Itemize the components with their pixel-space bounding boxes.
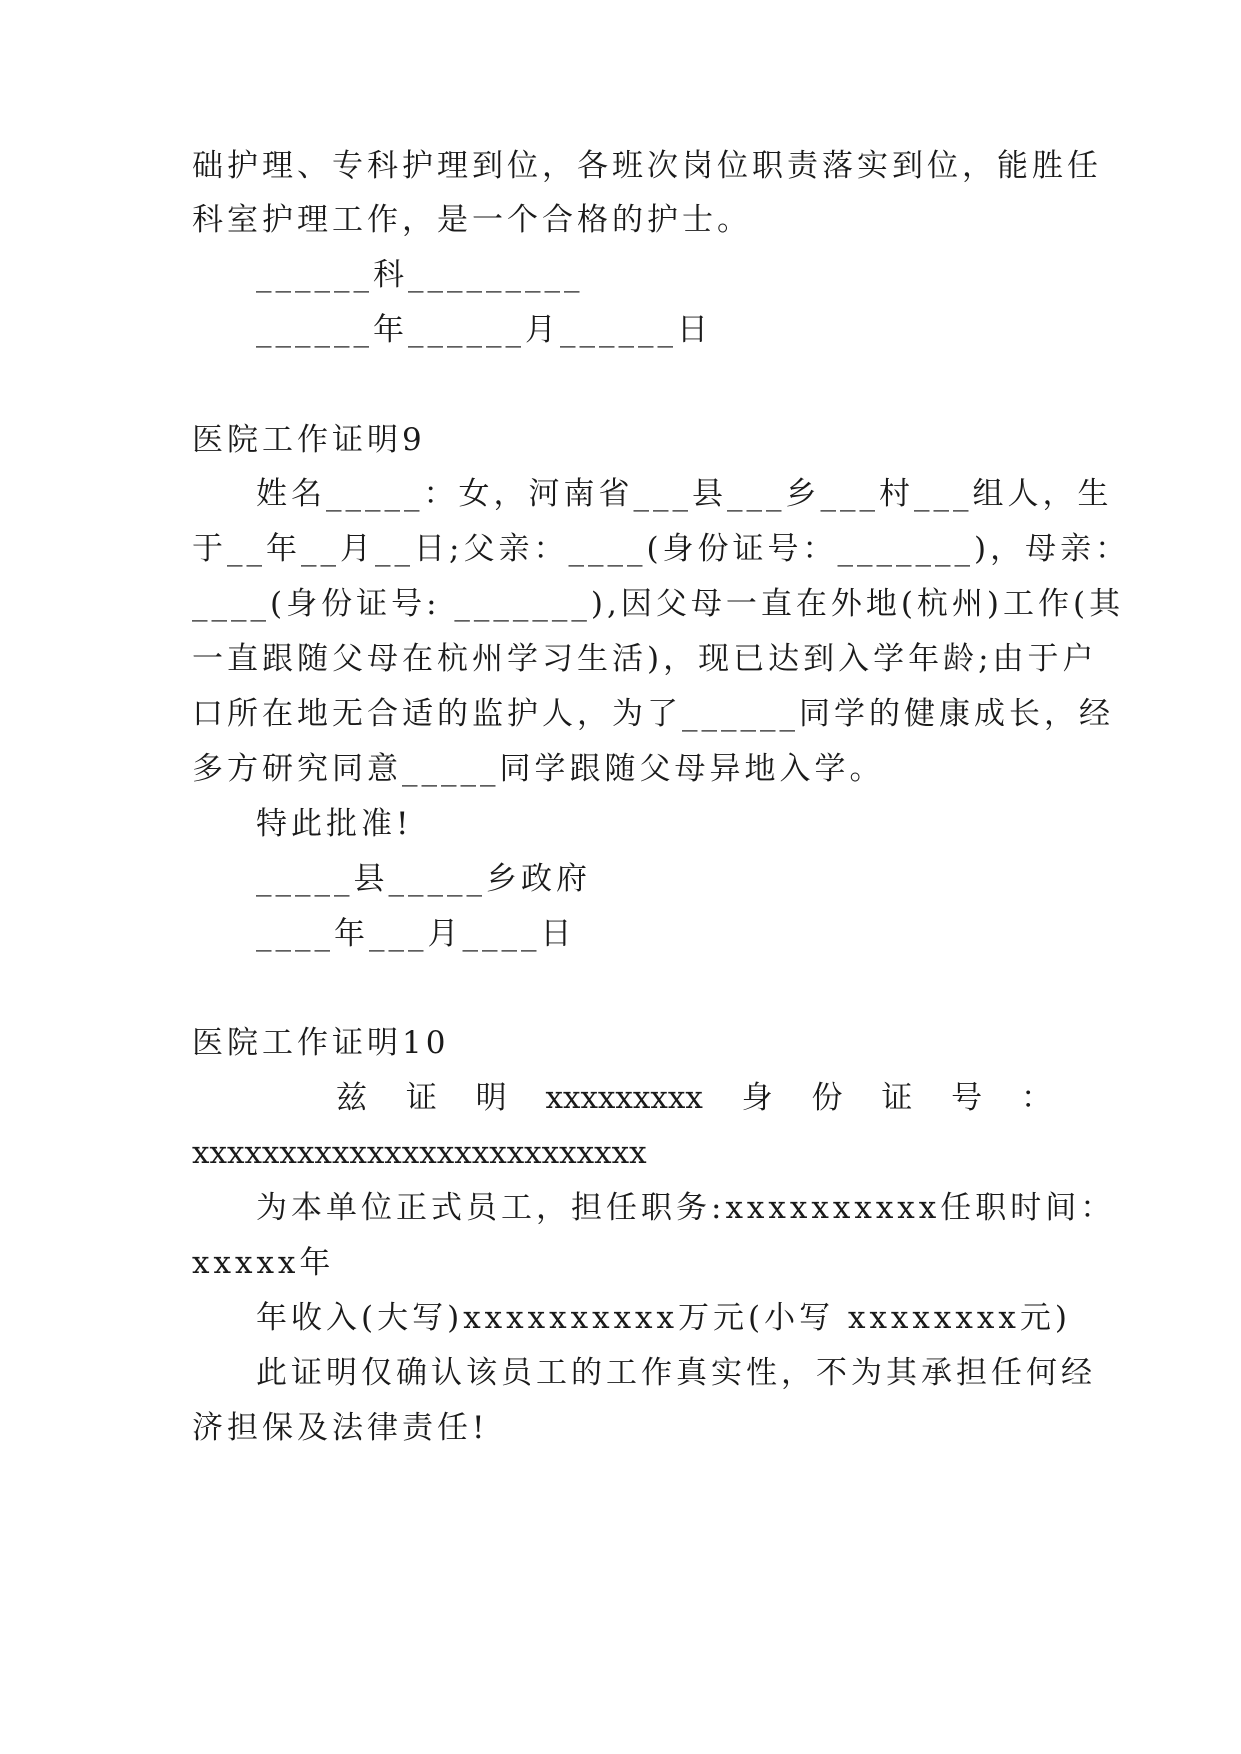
cert9-date: ____年___月____日 (256, 916, 576, 952)
cert8-department-line: ______科_________ (256, 257, 584, 293)
cert9-body-line-3: ____(身份证号: _______),因父母一直在外地(杭州)工作(其 (192, 586, 1125, 622)
cert10-certify-line (336, 1078, 1052, 1118)
cert10-disclaimer-line-1: 此证明仅确认该员工的工作真实性，不为其承担任何经 (256, 1355, 1096, 1391)
cert9-body-line-2: 于__年__月__日;父亲：____(身份证号：_______)，母亲： (192, 531, 1131, 567)
cert9-body-line-5: 口所在地无合适的监护人，为了______同学的健康成长，经 (192, 696, 1114, 732)
cert9-body-line-1: 姓名_____：女，河南省___县___乡___村___组人，生 (256, 476, 1113, 512)
cert10-income-line: 年收入(大写)xxxxxxxxxx万元(小写 xxxxxxxx元) (256, 1300, 1071, 1336)
cert10-title: 医院工作证明10 (192, 1025, 450, 1061)
cert10-position-line: 为本单位正式员工，担任职务:xxxxxxxxxx任职时间： (256, 1190, 1116, 1226)
certify-token: 号 (951, 1080, 983, 1116)
certify-token: 明 (475, 1080, 507, 1116)
cert10-id-number: xxxxxxxxxxxxxxxxxxxxxxxxxx (192, 1135, 647, 1171)
certify-token: 兹 (336, 1080, 367, 1116)
cert10-disclaimer-line-2: 济担保及法律责任! (192, 1410, 489, 1446)
cert10-years-line: xxxxx年 (192, 1245, 335, 1281)
cert9-approval: 特此批准! (256, 806, 413, 842)
cert9-title: 医院工作证明9 (192, 422, 426, 458)
certify-token: 身 (741, 1080, 773, 1116)
cert8-date-line: ______年______月______日 (256, 312, 712, 348)
cert9-body-line-6: 多方研究同意_____同学跟随父母异地入学。 (192, 751, 885, 787)
certify-token: ： (1020, 1080, 1052, 1116)
certify-token: 份 (811, 1080, 843, 1116)
cert9-signature: _____县_____乡政府 (256, 861, 591, 897)
certify-token: 证 (881, 1080, 913, 1116)
cert8-paragraph-line-1: 础护理、专科护理到位，各班次岗位职责落实到位，能胜任 (192, 148, 1102, 184)
certify-token: xxxxxxxxx (545, 1080, 703, 1116)
cert8-paragraph-line-2: 科室护理工作，是一个合格的护士。 (192, 202, 752, 238)
certify-token: 证 (405, 1080, 437, 1116)
cert9-body-line-4: 一直跟随父母在杭州学习生活)，现已达到入学年龄;由于户 (192, 641, 1098, 677)
